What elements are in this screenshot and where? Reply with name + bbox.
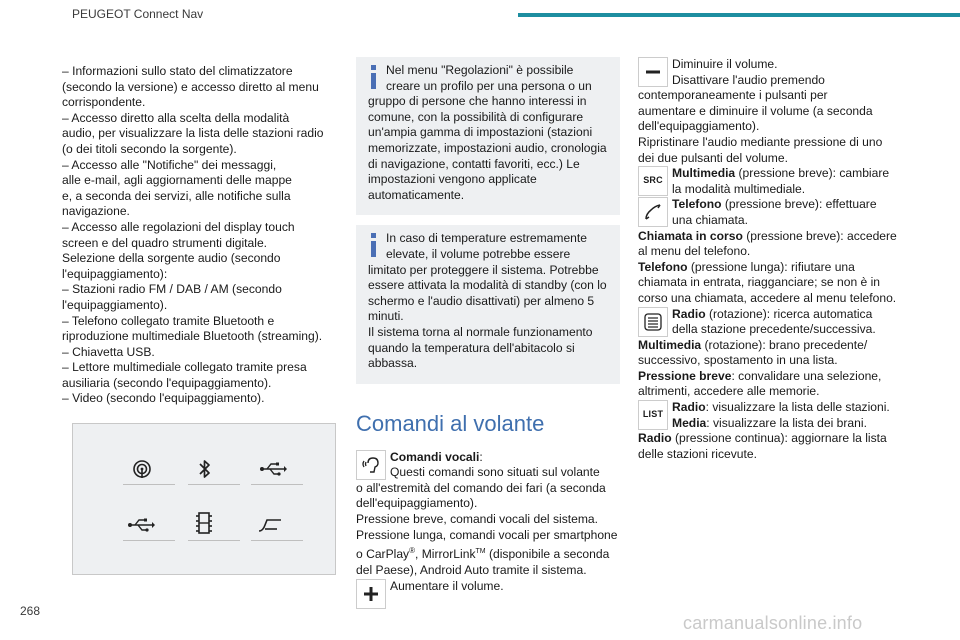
watermark: carmanualsonline.info [683,613,863,633]
short-press-text-2: altrimenti, accedere alle memorie. [638,384,820,399]
video-icon [194,512,214,534]
phone-icon [643,202,663,222]
text-line: – Lettore multimediale collegato tramite presa [62,360,307,375]
note-line: automaticamente. [368,187,465,202]
panel-divider [123,484,175,485]
phone-button [638,197,668,227]
note-line: Il sistema torna al normale funzionamento [368,324,593,339]
text-line: – Chiavetta USB. [62,344,155,359]
text-line: alle e-mail, agli aggiornamenti delle mappe [62,173,292,188]
panel-divider [251,540,303,541]
voice-commands-label: Comandi vocali [390,449,480,464]
multimedia-rotation-label: Multimedia [638,337,702,352]
note-line: memorizzate, impostazioni audio, cronologia [368,140,607,155]
volume-down-text: Diminuire il volume. [672,57,778,71]
radio-icon [132,458,152,480]
carplay-rest: (disponibile a seconda [485,547,610,562]
text-line: (secondo la versione) e accesso diretto al menu [62,79,319,94]
voice-command-icon [360,454,382,476]
volume-down-block [638,57,904,88]
plus-icon [363,586,379,602]
note-line: essere attivata la modalità di standby (con lo [368,278,607,293]
phone-long-text-line: chiamata in entrata, riagganciare; se non è in [638,275,881,290]
radio-continuous-text-2: delle stazioni ricevute. [638,446,757,461]
text-line: – Video (secondo l'equipaggiamento). [62,391,265,406]
carplay-text: o CarPlay [356,547,410,562]
bluetooth-icon [195,458,215,480]
note-line: Nel menu "Regolazioni" è possibile [386,63,574,77]
voice-colon: : [479,449,483,464]
voice-commands-block [356,450,620,579]
short-press-text: : convalidare una selezione, [731,368,882,383]
note-line: comune, con la possibilità di configurare [368,109,584,124]
list-radio-label: Radio [672,400,706,415]
thumbwheel-button [638,307,668,337]
registered-mark: ® [409,546,416,556]
phone-long-text: (pressione lunga): rifiutare una [687,259,855,274]
text-line: riproduzione multimediale Bluetooth (streaming). [62,329,323,344]
multimedia-rotation-text-2: successivo, spostamento in una lista. [638,353,838,368]
note-line: abbassa. [368,356,418,371]
multimedia-text: (pressione breve): cambiare [735,166,890,181]
header-title: PEUGEOT Connect Nav [72,7,204,21]
text-line: audio, per visualizzare la lista delle stazioni radio [62,126,324,141]
src-button [638,166,668,196]
mirrorlink-text: , MirrorLink [415,547,476,562]
volume-up-text: Aumentare il volume. [390,579,504,594]
mute-text-line: dell'equipaggiamento). [638,119,760,134]
radio-block [638,307,904,338]
text-line: (o dei titoli secondo la sorgente). [62,141,237,156]
column-left [62,64,342,407]
panel-divider [188,540,240,541]
list-button [638,400,668,430]
radio-continuous-text: (pressione continua): aggiornare la lista [671,431,887,446]
volume-down-button [638,57,668,87]
phone-text-2: una chiamata. [672,212,748,227]
text-line: – Stazioni radio FM / DAB / AM (secondo [62,282,282,297]
multimedia-text-2: la modalità multimediale. [672,181,806,196]
mute-text-line: Ripristinare l'audio mediante pressione di uno [638,134,883,149]
volume-up-button [356,579,386,609]
short-press-label: Pressione breve [638,368,732,383]
text-line: – Telefono collegato tramite Bluetooth e [62,313,275,328]
radio-text: (rotazione): ricerca automatica [705,306,873,321]
panel-divider [251,484,303,485]
call-text: (pressione breve): accedere [742,228,897,243]
column-right [638,57,904,462]
usb-icon [127,514,155,536]
call-label: Chiamata in corso [638,228,743,243]
text-line: Selezione della sorgente audio (secondo [62,251,281,266]
phone-long-text-line: corso una chiamata, accedere al menu telefono. [638,290,897,305]
info-icon [368,233,380,257]
text-line: – Accesso diretto alla scelta della modalità [62,110,290,125]
text-line: screen e del quadro strumenti digitale. [62,235,268,250]
minus-icon [645,64,661,80]
phone-block [638,197,904,228]
column-middle [356,57,620,609]
volume-down-text: Disattivare l'audio premendo [672,72,825,87]
aux-cable-icon [257,514,283,536]
thumbwheel-icon [643,313,663,331]
list-label: LIST [642,409,664,420]
list-media-text: : visualizzare la lista dei brani. [706,415,867,430]
note-line: di navigazione, contatti favoriti, ecc.) Le [368,156,580,171]
note-line: elevate, il volume potrebbe essere [386,246,571,261]
multimedia-block [638,166,904,197]
multimedia-label: Multimedia [672,166,736,181]
audio-source-panel [72,423,336,575]
text-line: l'equipaggiamento). [62,297,168,312]
voice-text-line: o all'estremità del comando dei fari (a seconda [356,480,606,495]
call-text-2: al menu del telefono. [638,244,751,259]
note-line: gruppo di persone che hanno interessi in [368,94,587,109]
panel-divider [188,484,240,485]
carplay-line [356,543,620,563]
text-line: ausiliaria (secondo l'equipaggiamento). [62,375,272,390]
note-line: quando la temperatura dell'abitacolo si [368,340,575,355]
phone-label: Telefono [672,197,722,212]
section-title: Comandi al volante [356,410,545,436]
text-line: l'equipaggiamento): [62,266,168,281]
header-accent-bar [518,13,960,17]
volume-up-block [356,579,620,609]
usb-icon [259,458,287,480]
text-line: – Informazioni sullo stato del climatizzatore [62,64,293,78]
voice-text-line: Pressione breve, comandi vocali del sistema. [356,512,598,527]
text-line: – Accesso alle regolazioni del display touch [62,219,295,234]
text-line: navigazione. [62,204,130,219]
trademark-mark: TM [475,548,486,556]
radio-continuous-label: Radio [638,431,672,446]
radio-label: Radio [672,306,706,321]
radio-text-2: della stazione precedente/successiva. [672,322,876,337]
mute-text-line: aumentare e diminuire il volume (a seconda [638,103,873,118]
text-line: e, a seconda dei servizi, alle notifiche sulla [62,188,291,203]
note-line: un'ampia gamma di impostazioni (stazioni [368,125,593,140]
note-line: In caso di temperature estremamente [386,231,587,246]
panel-divider [123,540,175,541]
voice-command-button [356,450,386,480]
note-line: creare un profilo per una persona o un [386,78,592,93]
voice-text-line: Questi comandi sono situati sul volante [390,465,600,480]
note-line: impostazioni vengono applicate [368,172,537,187]
voice-text-line: Pressione lunga, comandi vocali per smartphone [356,527,618,542]
list-block [638,400,904,431]
list-radio-text: : visualizzare la lista delle stazioni. [705,400,890,415]
note-line: schermo e l'audio disattivati) per almeno 5 [368,293,595,308]
info-note-temperature [356,225,620,383]
multimedia-rotation-text: (rotazione): brano precedente/ [701,337,868,352]
src-label: SRC [643,175,663,186]
page-number: 268 [20,604,41,618]
phone-text: (pressione breve): effettuare [721,197,877,212]
text-line: – Accesso alle "Notifiche" dei messaggi, [62,157,277,172]
voice-text-line: del Paese), Android Auto tramite il sistema. [356,562,587,577]
info-note-profiles [356,57,620,215]
info-icon [368,65,380,89]
list-media-label: Media [672,415,707,430]
text-line: corrispondente. [62,95,146,110]
mute-text-line: contemporaneamente i pulsanti per [638,88,828,103]
phone-long-label: Telefono [638,259,688,274]
note-line: minuti. [368,309,404,324]
voice-text-line: dell'equipaggiamento). [356,496,478,511]
mute-text-line: dei due pulsanti del volume. [638,150,788,165]
note-line: limitato per proteggere il sistema. Potrebbe [368,262,599,277]
